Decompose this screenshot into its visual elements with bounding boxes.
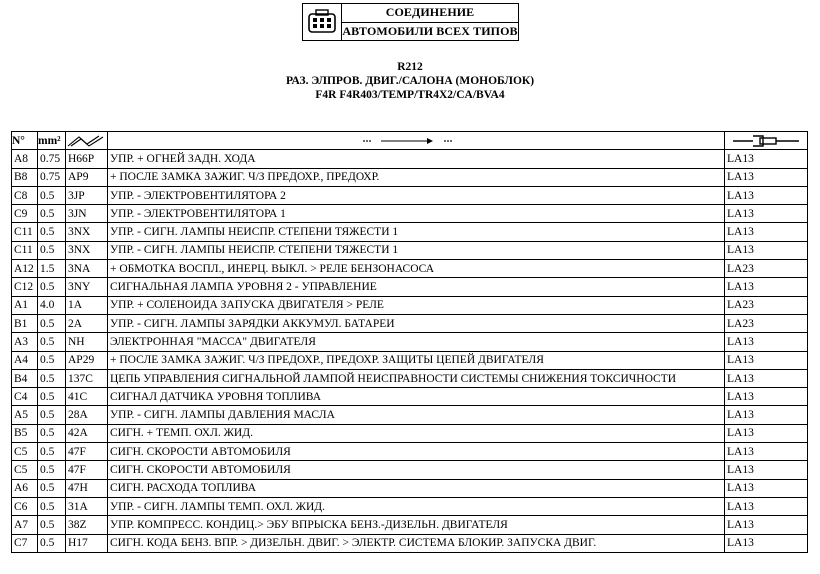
header-subtitle: АВТОМОБИЛИ ВСЕХ ТИПОВ — [342, 22, 518, 41]
wire-section-cell: 0.5 — [38, 278, 66, 296]
reference-cell: LA13 — [725, 497, 808, 515]
wire-code-cell: AP9 — [66, 168, 108, 186]
reference-cell: LA23 — [725, 296, 808, 314]
pin-number-cell: A8 — [12, 150, 38, 168]
header-title: СОЕДИНЕНИЕ — [385, 5, 475, 20]
wire-code-cell: NH — [66, 333, 108, 351]
reference-cell: LA13 — [725, 241, 808, 259]
header-box — [302, 3, 519, 41]
pin-number-cell: A6 — [12, 479, 38, 497]
wire-section-cell: 0.5 — [38, 314, 66, 332]
table-row — [12, 278, 808, 296]
table-row — [12, 333, 808, 351]
reference-cell: LA13 — [725, 516, 808, 534]
reference-cell: LA13 — [725, 369, 808, 387]
column-header-description — [108, 132, 725, 150]
column-header-no: N° — [12, 132, 38, 150]
wire-code-cell: 42A — [66, 424, 108, 442]
wire-code-cell: 3NY — [66, 278, 108, 296]
wire-code-cell: 3JN — [66, 205, 108, 223]
wire-code-cell: 3NA — [66, 260, 108, 278]
wire-section-cell: 0.5 — [38, 406, 66, 424]
table-row — [12, 479, 808, 497]
description-cell: УПР. - СИГН. ЛАМПЫ НЕИСПР. СТЕПЕНИ ТЯЖЕСТИ 1 — [108, 223, 725, 241]
description-cell: УПР. - СИГН. ЛАМПЫ ТЕМП. ОХЛ. ЖИД. — [108, 497, 725, 515]
table-row — [12, 205, 808, 223]
table-row — [12, 388, 808, 406]
connections-table — [11, 131, 808, 553]
connector-name: РАЗ. ЭЛПРОВ. ДВИГ./САЛОНА (МОНОБЛОК) — [285, 75, 535, 87]
wire-section-cell: 0.5 — [38, 333, 66, 351]
wire-section-cell: 0.5 — [38, 223, 66, 241]
table-row — [12, 351, 808, 369]
arrow-icon — [108, 133, 724, 149]
table-row — [12, 241, 808, 259]
reference-cell: LA13 — [725, 223, 808, 241]
pin-number-cell: C11 — [12, 223, 38, 241]
wire-code-cell: 137C — [66, 369, 108, 387]
document-titles — [0, 60, 820, 102]
description-cell: ЭЛЕКТРОННАЯ "МАССА" ДВИГАТЕЛЯ — [108, 333, 725, 351]
table-row — [12, 516, 808, 534]
wire-code-cell: 3NX — [66, 241, 108, 259]
reference-cell: LA13 — [725, 388, 808, 406]
table-row — [12, 369, 808, 387]
table-row — [12, 534, 808, 552]
table-row — [12, 296, 808, 314]
description-cell: УПР. + ОГНЕЙ ЗАДН. ХОДА — [108, 150, 725, 168]
wire-code-cell: H17 — [66, 534, 108, 552]
description-cell: СИГН. СКОРОСТИ АВТОМОБИЛЯ — [108, 443, 725, 461]
table-row — [12, 406, 808, 424]
wire-code-cell: 3JP — [66, 186, 108, 204]
wire-section-cell: 0.5 — [38, 497, 66, 515]
reference-cell: LA13 — [725, 278, 808, 296]
connector-icon — [303, 4, 342, 40]
table-row — [12, 168, 808, 186]
reference-cell: LA13 — [725, 150, 808, 168]
wire-section-cell: 0.5 — [38, 443, 66, 461]
pin-number-cell: C4 — [12, 388, 38, 406]
wire-section-cell: 0.5 — [38, 516, 66, 534]
table-row — [12, 424, 808, 442]
wire-section-cell: 0.5 — [38, 461, 66, 479]
description-cell: СИГНАЛ ДАТЧИКА УРОВНЯ ТОПЛИВА — [108, 388, 725, 406]
column-header-code — [66, 132, 108, 150]
description-cell: СИГН. + ТЕМП. ОХЛ. ЖИД. — [108, 424, 725, 442]
pin-number-cell: A1 — [12, 296, 38, 314]
wire-code-cell: 2A — [66, 314, 108, 332]
wire-icon — [66, 133, 107, 149]
wire-code-cell: 1A — [66, 296, 108, 314]
description-cell: СИГНАЛЬНАЯ ЛАМПА УРОВНЯ 2 - УПРАВЛЕНИЕ — [108, 278, 725, 296]
description-cell: УПР. - ЭЛЕКТРОВЕНТИЛЯТОРА 2 — [108, 186, 725, 204]
description-cell: УПР. - ЭЛЕКТРОВЕНТИЛЯТОРА 1 — [108, 205, 725, 223]
pin-number-cell: C11 — [12, 241, 38, 259]
wire-code-cell: 47H — [66, 479, 108, 497]
reference-cell: LA23 — [725, 260, 808, 278]
pin-number-cell: C9 — [12, 205, 38, 223]
reference-cell: LA13 — [725, 424, 808, 442]
reference-cell: LA13 — [725, 351, 808, 369]
table-row — [12, 186, 808, 204]
description-cell: + ПОСЛЕ ЗАМКА ЗАЖИГ. Ч/З ПРЕДОХР., ПРЕДОХР. — [108, 168, 725, 186]
wire-code-cell: H66P — [66, 150, 108, 168]
table-row — [12, 443, 808, 461]
wire-section-cell: 4.0 — [38, 296, 66, 314]
table-row — [12, 314, 808, 332]
description-cell: УПР. КОМПРЕСС. КОНДИЦ.> ЭБУ ВПРЫСКА БЕНЗ.-ДИЗЕЛЬН. ДВИГАТЕЛЯ — [108, 516, 725, 534]
pin-number-cell: B5 — [12, 424, 38, 442]
description-cell: УПР. - СИГН. ЛАМПЫ ЗАРЯДКИ АККУМУЛ. БАТАРЕИ — [108, 314, 725, 332]
pin-number-cell: C8 — [12, 186, 38, 204]
description-cell: УПР. + СОЛЕНОИДА ЗАПУСКА ДВИГАТЕЛЯ > РЕЛЕ — [108, 296, 725, 314]
table-row — [12, 461, 808, 479]
connector-code: R212 — [397, 61, 423, 73]
pin-number-cell: A5 — [12, 406, 38, 424]
reference-cell: LA13 — [725, 186, 808, 204]
description-cell: + ОБМОТКА ВОСПЛ., ИНЕРЦ. ВЫКЛ. > РЕЛЕ БЕНЗОНАСОСА — [108, 260, 725, 278]
reference-cell: LA13 — [725, 443, 808, 461]
description-cell: УПР. - СИГН. ЛАМПЫ НЕИСПР. СТЕПЕНИ ТЯЖЕСТИ 1 — [108, 241, 725, 259]
reference-cell: LA13 — [725, 461, 808, 479]
wire-section-cell: 0.5 — [38, 388, 66, 406]
description-cell: + ПОСЛЕ ЗАМКА ЗАЖИГ. Ч/З ПРЕДОХР., ПРЕДОХР. ЗАЩИТЫ ЦЕПЕЙ ДВИГАТЕЛЯ — [108, 351, 725, 369]
column-header-section: mm² — [38, 132, 66, 150]
wire-section-cell: 0.75 — [38, 168, 66, 186]
wire-code-cell: 31A — [66, 497, 108, 515]
wire-section-cell: 0.5 — [38, 534, 66, 552]
description-cell: СИГН. КОДА БЕНЗ. ВПР. > ДИЗЕЛЬН. ДВИГ. > ЭЛЕКТР. СИСТЕМА БЛОКИР. ЗАПУСКА ДВИГ. — [108, 534, 725, 552]
wire-code-cell: 47F — [66, 461, 108, 479]
reference-cell: LA13 — [725, 534, 808, 552]
description-cell: СИГН. СКОРОСТИ АВТОМОБИЛЯ — [108, 461, 725, 479]
connector-variant: F4R F4R403/TEMP/TR4X2/CA/BVA4 — [315, 89, 505, 101]
wire-section-cell: 0.5 — [38, 351, 66, 369]
table-row — [12, 150, 808, 168]
reference-cell: LA13 — [725, 406, 808, 424]
reference-cell: LA13 — [725, 168, 808, 186]
description-cell: УПР. - СИГН. ЛАМПЫ ДАВЛЕНИЯ МАСЛА — [108, 406, 725, 424]
reference-cell: LA13 — [725, 205, 808, 223]
pin-number-cell: A12 — [12, 260, 38, 278]
reference-cell: LA13 — [725, 333, 808, 351]
wire-code-cell: 28A — [66, 406, 108, 424]
wire-section-cell: 0.5 — [38, 241, 66, 259]
description-cell: СИГН. РАСХОДА ТОПЛИВА — [108, 479, 725, 497]
wire-code-cell: 41C — [66, 388, 108, 406]
pin-number-cell: A7 — [12, 516, 38, 534]
pin-number-cell: A3 — [12, 333, 38, 351]
description-cell: ЦЕПЬ УПРАВЛЕНИЯ СИГНАЛЬНОЙ ЛАМПОЙ НЕИСПРАВНОСТИ СИСТЕМЫ СНИЖЕНИЯ ТОКСИЧНОСТИ — [108, 369, 725, 387]
table-row — [12, 260, 808, 278]
wire-section-cell: 0.5 — [38, 369, 66, 387]
table-row — [12, 223, 808, 241]
table-header-row — [12, 132, 808, 150]
wire-code-cell: 3NX — [66, 223, 108, 241]
wire-section-cell: 0.75 — [38, 150, 66, 168]
pin-number-cell: C7 — [12, 534, 38, 552]
pin-number-cell: B8 — [12, 168, 38, 186]
pin-number-cell: C5 — [12, 443, 38, 461]
wire-section-cell: 0.5 — [38, 479, 66, 497]
pin-number-cell: C12 — [12, 278, 38, 296]
pin-number-cell: B4 — [12, 369, 38, 387]
pin-number-cell: C5 — [12, 461, 38, 479]
wire-section-cell: 1.5 — [38, 260, 66, 278]
pin-number-cell: C6 — [12, 497, 38, 515]
wire-code-cell: 47F — [66, 443, 108, 461]
pin-number-cell: B1 — [12, 314, 38, 332]
wire-code-cell: 38Z — [66, 516, 108, 534]
reference-cell: LA23 — [725, 314, 808, 332]
pin-number-cell: A4 — [12, 351, 38, 369]
connector-plug-icon — [725, 133, 807, 149]
wire-section-cell: 0.5 — [38, 205, 66, 223]
wire-code-cell: AP29 — [66, 351, 108, 369]
wire-section-cell: 0.5 — [38, 186, 66, 204]
column-header-ref — [725, 132, 808, 150]
wire-section-cell: 0.5 — [38, 424, 66, 442]
table-row — [12, 497, 808, 515]
reference-cell: LA13 — [725, 479, 808, 497]
